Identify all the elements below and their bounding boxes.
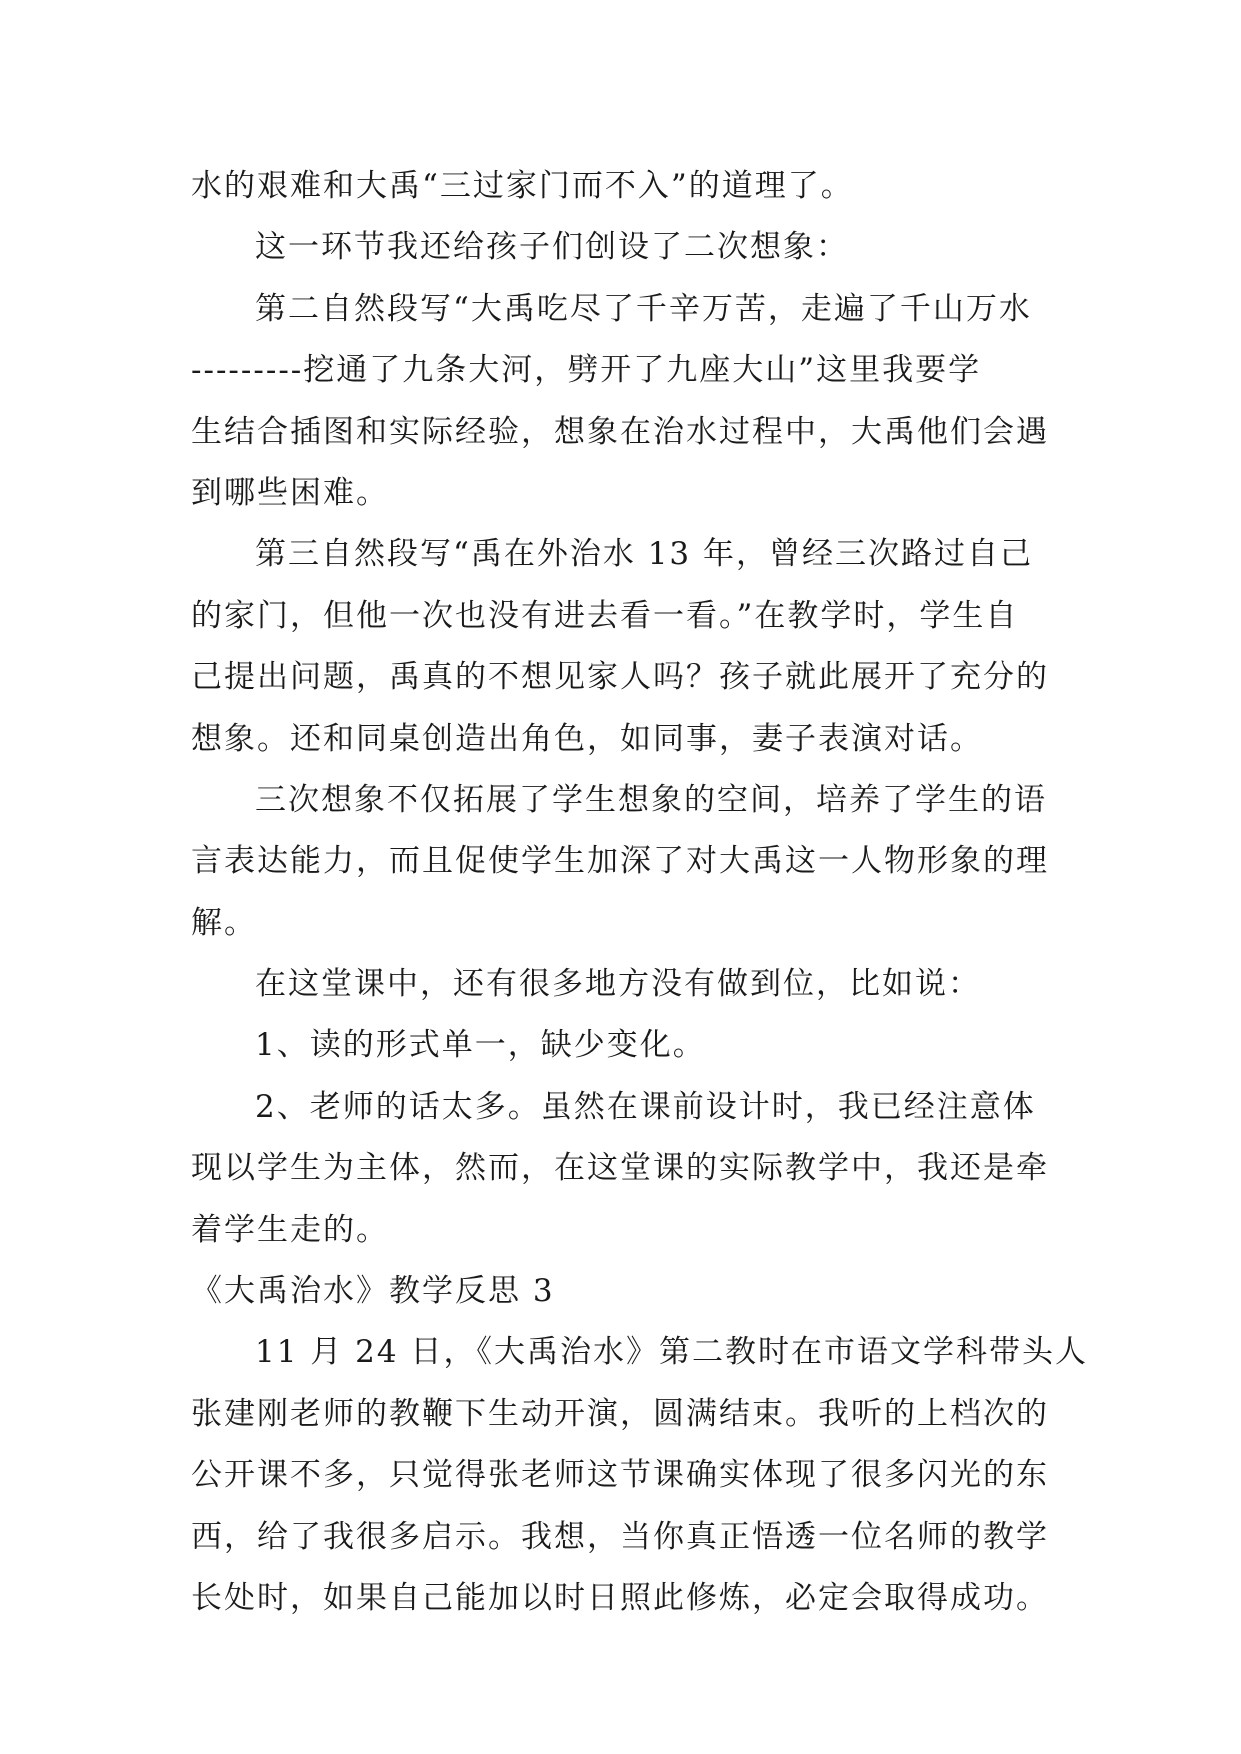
text-line: 水的艰难和大禹“三过家门而不入”的道理了。: [191, 168, 854, 204]
text-line: 的家门，但他一次也没有进去看一看。”在教学时，学生自: [191, 597, 1019, 634]
text-line: 生结合插图和实际经验，想象在治水过程中，大禹他们会遇: [191, 413, 1049, 450]
text-line: ---------挖通了九条大河，劈开了九座大山”这里我要学: [191, 352, 982, 389]
text-line: 2、老师的话太多。虽然在课前设计时，我已经注意体: [255, 1088, 1036, 1125]
text-line: 这一环节我还给孩子们创设了二次想象：: [255, 229, 849, 266]
text-line: 到哪些困难。: [191, 474, 389, 511]
text-line: 着学生走的。: [191, 1211, 389, 1248]
text-line: 第三自然段写“禹在外治水 13 年，曾经三次路过自己: [255, 536, 1034, 573]
text-line: 在这堂课中，还有很多地方没有做到位，比如说：: [255, 966, 981, 1003]
text-line: 11 月 24 日，《大禹治水》第二教时在市语文学科带头人: [255, 1334, 1088, 1371]
text-line: 西，给了我很多启示。我想，当你真正悟透一位名师的教学: [191, 1518, 1049, 1555]
text-line: 张建刚老师的教鞭下生动开演，圆满结束。我听的上档次的: [191, 1395, 1049, 1432]
text-line: 三次想象不仅拓展了学生想象的空间，培养了学生的语: [255, 781, 1047, 818]
text-line: 现以学生为主体，然而，在这堂课的实际教学中，我还是牵: [191, 1150, 1049, 1187]
text-line: 1、读的形式单一，缺少变化。: [255, 1027, 706, 1064]
text-line: 公开课不多，只觉得张老师这节课确实体现了很多闪光的东: [191, 1457, 1049, 1494]
text-line: 想象。还和同桌创造出角色，如同事，妻子表演对话。: [191, 720, 983, 757]
document-body: [191, 156, 1088, 1629]
text-line: 己提出问题，禹真的不想见家人吗？孩子就此展开了充分的: [191, 659, 1049, 696]
text-line: 言表达能力，而且促使学生加深了对大禹这一人物形象的理: [191, 843, 1049, 880]
text-line: 解。: [191, 904, 257, 941]
text-line: 长处时，如果自己能加以时日照此修炼，必定会取得成功。: [191, 1579, 1049, 1616]
text-line: 第二自然段写“大禹吃尽了千辛万苦，走遍了千山万水: [255, 290, 1032, 327]
section-heading: 《大禹治水》教学反思 3: [191, 1273, 555, 1310]
